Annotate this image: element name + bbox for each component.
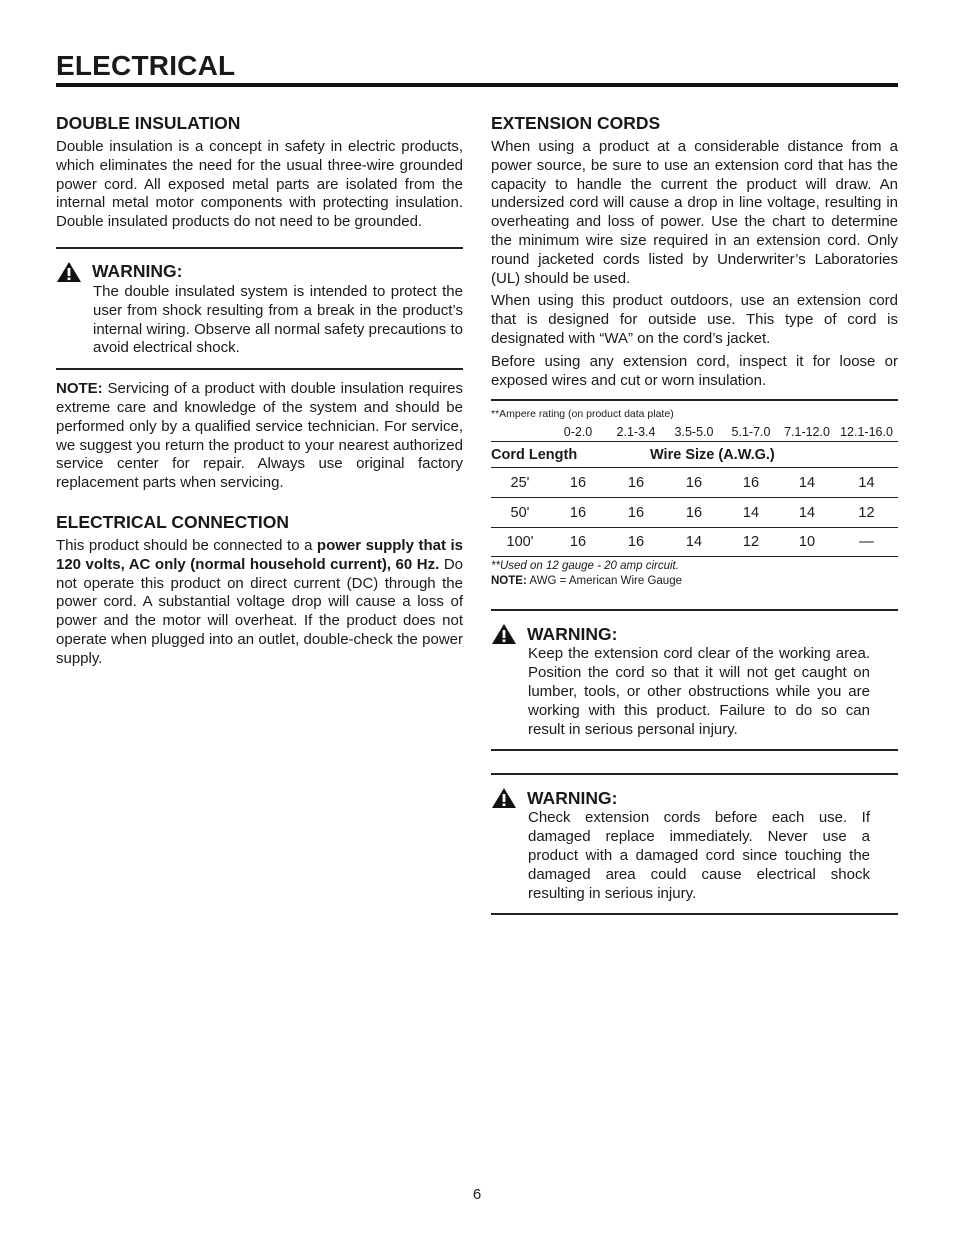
page-title: ELECTRICAL <box>56 50 236 81</box>
double-insulation-section <box>56 112 463 232</box>
wire-size-table <box>491 422 898 558</box>
warning-header <box>491 623 898 645</box>
warning-triangle-icon <box>491 787 517 809</box>
awg-note-text: AWG = American Wire Gauge <box>526 574 682 587</box>
wire-size-cell: 16 <box>627 474 645 491</box>
ampere-range-cell: 12.1-16.0 <box>840 424 893 439</box>
warning-body: Check extension cords before each use. If damaged replace immediately. Never use a product with a damaged cord since touching the damaged area could cause electrical shock resulting in serious injury. <box>528 809 870 902</box>
note-body: Servicing of a product with double insulation requires extreme care and knowledge of the system and should be performed only by a qualified service technician. For service, we suggest you return the product to your nearest authorized service center for repair. Always use original factory replacement parts when servicing. <box>56 380 463 492</box>
service-note <box>56 380 463 493</box>
wire-size-cell: 16 <box>742 474 760 491</box>
wire-size-cell: 16 <box>627 504 645 521</box>
warning-box-double-insulation <box>56 247 463 370</box>
connection-power-supply-spec: power supply that is 120 volts, AC only (normal household current), 60 Hz. <box>56 536 463 573</box>
right-column <box>491 112 898 915</box>
double-insulation-body: Double insulation is a concept in safety in electric products, which eliminates the need for the usual three-wire grounded power cord. All exposed metal parts are isolated from the internal metal motor components with protecting insulation. Double insulated products do not need to be grounded. <box>56 138 463 231</box>
table-header-row <box>491 442 898 468</box>
extension-cords-heading: EXTENSION CORDS <box>491 113 661 133</box>
ampere-range-cell: 7.1-12.0 <box>784 424 830 439</box>
ampere-range-blank <box>491 422 549 442</box>
warning-triangle-icon <box>56 261 82 283</box>
extension-cords-section <box>491 112 898 390</box>
extension-cords-para-1: When using a product at a considerable distance from a power source, be sure to use an extension cord that has the capacity to handle the current the product will draw. An undersized cord will cause a drop in line voltage, resulting in overheating and loss of power. Use the chart to determine the minimum wire size required in an extension cord. Only round jacketed cords listed by Underwriter’s Laboratories (UL) should be used. <box>491 138 898 287</box>
ampere-range-row <box>491 422 898 442</box>
wire-size-cell: 14 <box>742 504 760 521</box>
wire-size-cell: 16 <box>685 474 703 491</box>
ampere-range-cell: 5.1-7.0 <box>731 424 771 439</box>
wire-size-cell: 14 <box>685 534 703 551</box>
electrical-connection-heading: ELECTRICAL CONNECTION <box>56 511 290 532</box>
wire-size-cell: — <box>859 534 874 551</box>
left-column <box>56 112 463 669</box>
awg-note-label: NOTE: <box>491 574 527 587</box>
wire-size-cell: 14 <box>798 504 816 521</box>
note-label: NOTE: <box>56 380 103 398</box>
ampere-range-cell: 2.1-3.4 <box>616 424 656 439</box>
wire-size-cell: 14 <box>858 474 875 491</box>
double-insulation-heading: DOUBLE INSULATION <box>56 113 241 133</box>
wire-size-header: Wire Size (A.W.G.) <box>650 446 775 463</box>
warning-label: WARNING: <box>92 261 183 282</box>
wire-size-cell: 12 <box>858 504 875 521</box>
wire-size-cell: 16 <box>569 534 587 551</box>
connection-text-after: Do not operate this product on direct current (DC) through the power cord. A substantial voltage drop will cause a loss of power and the motor will overheat. If the product does not operate when plugged into an outlet, double-check the power supply. <box>56 555 463 667</box>
ampere-range-cell: 0-2.0 <box>563 424 593 439</box>
warning-box-cord-inspection <box>491 773 898 915</box>
electrical-connection-section <box>56 511 463 669</box>
warning-header <box>56 261 463 283</box>
connection-text-before: This product should be connected to a <box>56 536 317 554</box>
ampere-range-cell: 3.5-5.0 <box>674 424 714 439</box>
table-row <box>491 468 898 498</box>
wire-size-cell: 16 <box>627 534 645 551</box>
extension-cords-para-3: Before using any extension cord, inspect it for loose or exposed wires and cut or worn insulation. <box>491 352 898 389</box>
warning-triangle-icon <box>491 623 517 645</box>
title-rule <box>56 83 898 87</box>
wire-size-cell: 16 <box>685 504 703 521</box>
wire-size-cell: 12 <box>742 534 760 551</box>
wire-size-cell: 16 <box>569 504 587 521</box>
awg-note <box>491 574 898 589</box>
warning-header <box>491 787 898 809</box>
page-number: 6 <box>472 1186 482 1203</box>
table-row <box>491 528 898 557</box>
cord-length-cell: 100' <box>506 534 534 551</box>
warning-body: The double insulated system is intended to protect the user from shock resulting from a break in the product’s internal wiring. Observe all normal safety precautions to avoid electrical shock. <box>93 282 463 357</box>
table-row <box>491 498 898 528</box>
gauge-footnote: **Used on 12 gauge - 20 amp circuit. <box>491 560 679 573</box>
extension-cord-chart <box>491 399 898 588</box>
wire-size-cell: 16 <box>569 474 587 491</box>
cord-length-cell: 50' <box>510 504 530 521</box>
ampere-rating-note: **Ampere rating (on product data plate) <box>491 408 674 421</box>
warning-label: WARNING: <box>527 623 618 644</box>
cord-length-cell: 25' <box>510 474 530 491</box>
electrical-connection-body <box>56 537 463 669</box>
wire-size-cell: 10 <box>798 534 816 551</box>
warning-body: Keep the extension cord clear of the working area. Position the cord so that it will not get caught on lumber, tools, or other obstructions while you are working with this product. Failure to do so can result in serious personal injury. <box>528 645 870 738</box>
extension-cords-para-2: When using this product outdoors, use an extension cord that is designed for outside use. This type of cord is designated with “WA” on the cord’s jacket. <box>491 292 898 347</box>
cord-length-header: Cord Length <box>491 446 578 463</box>
warning-label: WARNING: <box>527 787 618 808</box>
wire-size-cell: 14 <box>798 474 816 491</box>
warning-box-cord-clearance <box>491 609 898 751</box>
